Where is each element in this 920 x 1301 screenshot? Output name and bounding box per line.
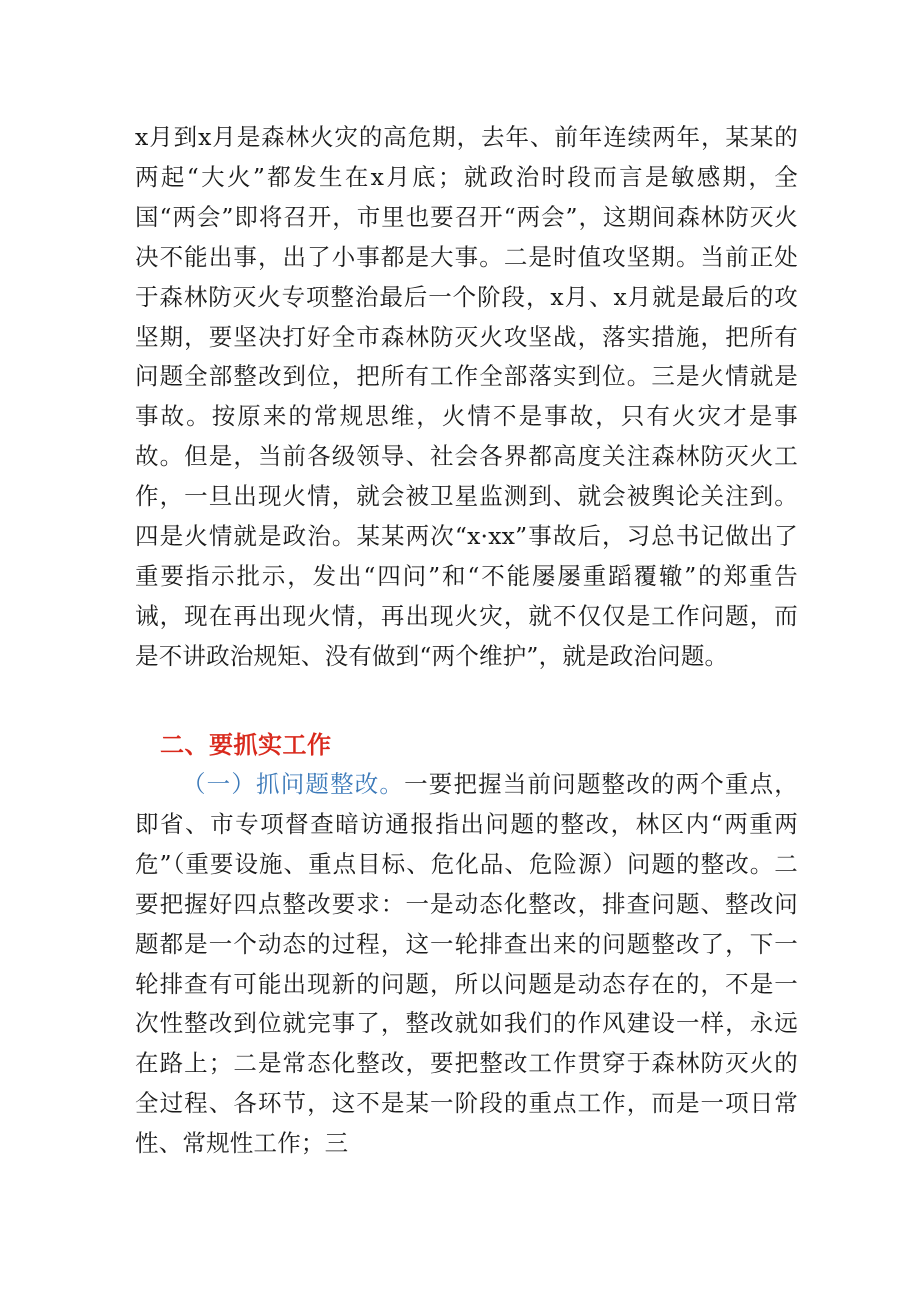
subsection-lead: （一）抓问题整改。	[182, 770, 405, 798]
body-paragraph-1: x月到x月是森林火灾的高危期，去年、前年连续两年，某某的两起“大火”都发生在x月底；就政治时段而言是敏感期，全国“两会”即将召开，市里也要召开“两会”，这期间森林防灭火决不能出事，出了小事都是大事。二是时值攻坚期。当前正处于森林防灭火专项整治最后一个阶段，x月、x月就是最后的攻坚期，要坚决打好全市森林防灭火攻坚战，落实措施，把所有问题全部整改到位，把所有工作全部落实到位。三是火情就是事故。按原来的常规思维，火情不是事故，只有火灾才是事故。但是，当前各级领导、社会各界都高度关注森林防灭火工作，一旦出现火情，就会被卫星监测到、就会被舆论关注到。四是火情就是政治。某某两次“x·xx”事故后，习总书记做出了重要指示批示，发出“四问”和“不能屡屡重蹈覆辙”的郑重告诫，现在再出现火情，再出现火灾，就不仅仅是工作问题，而是不讲政治规矩、没有做到“两个维护”，就是政治问题。	[135, 123, 798, 670]
subsection-body: 一要把握当前问题整改的两个重点，即省、市专项督查暗访通报指出问题的整改，林区内“两重两危”（重要设施、重点目标、危化品、危险源）问题的整改。二要把握好四点整改要求：一是动态化整改，排查问题、整改问题都是一个动态的过程，这一轮排查出来的问题整改了，下一轮排查有可能出现新的问题，所以问题是动态存在的，不是一次性整改到位就完事了，整改就如我们的作风建设一样，永远在路上；二是常态化整改，要把整改工作贯穿于森林防灭火的全过程、各环节，这不是某一阶段的重点工作，而是一项日常性、常规性工作；三	[135, 770, 798, 1158]
body-paragraph-2	[135, 765, 798, 1164]
section-heading: 二、要抓实工作	[160, 731, 332, 759]
